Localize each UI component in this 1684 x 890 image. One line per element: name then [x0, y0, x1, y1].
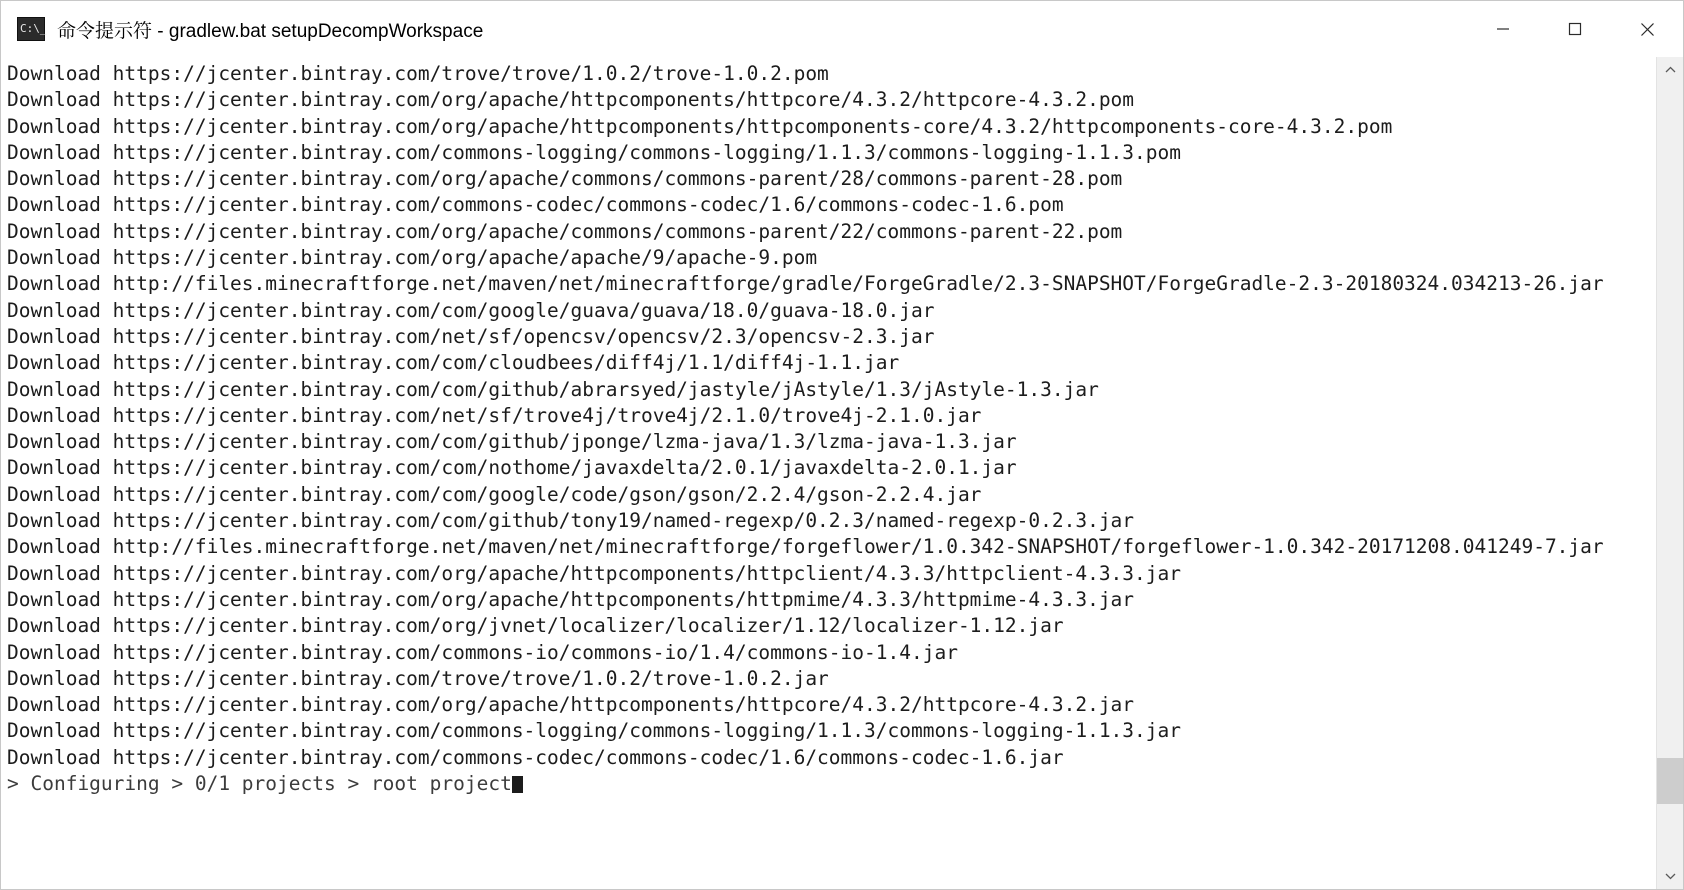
- console-line: Download https://jcenter.bintray.com/org/apache/commons/commons-parent/28/commons-parent-28.pom: [7, 167, 1123, 191]
- console-line: Download https://jcenter.bintray.com/org/apache/commons/commons-parent/22/commons-parent-22.pom: [7, 219, 1123, 243]
- console-line: Download http://files.minecraftforge.net/maven/net/minecraftforge/forgeflower/1.0.342-SNAPSHOT/forgeflower-1.0.342-20171208.041249-7.jar: [7, 535, 1604, 559]
- console-line: Download https://jcenter.bintray.com/net/sf/opencsv/opencsv/2.3/opencsv-2.3.jar: [7, 324, 935, 348]
- console-line: Download https://jcenter.bintray.com/com/github/jponge/lzma-java/1.3/lzma-java-1.3.jar: [7, 430, 1017, 454]
- console-output[interactable]: [1, 57, 1656, 889]
- console-line: Download https://jcenter.bintray.com/org/apache/apache/9/apache-9.pom: [7, 246, 818, 270]
- console-line: Download https://jcenter.bintray.com/trove/trove/1.0.2/trove-1.0.2.pom: [7, 62, 829, 85]
- console-line: Download https://jcenter.bintray.com/org/jvnet/localizer/localizer/1.12/localizer-1.12.jar: [7, 614, 1064, 638]
- console-line: Download https://jcenter.bintray.com/commons-codec/commons-codec/1.6/commons-codec-1.6.pom: [7, 193, 1064, 217]
- scrollbar-track[interactable]: [1657, 83, 1683, 863]
- console-line: Download https://jcenter.bintray.com/com/cloudbees/diff4j/1.1/diff4j-1.1.jar: [7, 351, 900, 375]
- scroll-down-arrow[interactable]: [1657, 863, 1683, 889]
- console-line: Download https://jcenter.bintray.com/trove/trove/1.0.2/trove-1.0.2.jar: [7, 666, 829, 690]
- text-cursor: [512, 776, 523, 793]
- console-line: Download https://jcenter.bintray.com/commons-logging/commons-logging/1.1.3/commons-logging-1.1.3.jar: [7, 719, 1181, 743]
- console-status-line: > Configuring > 0/1 projects > root project: [7, 771, 1656, 797]
- console-line: Download https://jcenter.bintray.com/commons-io/commons-io/1.4/commons-io-1.4.jar: [7, 640, 958, 664]
- title-bar[interactable]: [1, 1, 1683, 57]
- console-line: Download https://jcenter.bintray.com/com/github/abrarsyed/jastyle/jAstyle/1.3/jAstyle-1.3.jar: [7, 377, 1099, 401]
- console-icon: [17, 17, 45, 41]
- console-line: Download https://jcenter.bintray.com/org/apache/httpcomponents/httpcore/4.3.2/httpcore-4.3.2.jar: [7, 693, 1135, 717]
- minimize-button[interactable]: [1467, 1, 1539, 57]
- console-area[interactable]: [1, 57, 1683, 889]
- console-line: Download https://jcenter.bintray.com/com/nothome/javaxdelta/2.0.1/javaxdelta-2.0.1.jar: [7, 456, 1017, 480]
- console-line: Download http://files.minecraftforge.net/maven/net/minecraftforge/gradle/ForgeGradle/2.3-SNAPSHOT/ForgeGradle-2.3-20180324.034213-26.jar: [7, 272, 1604, 296]
- console-line: Download https://jcenter.bintray.com/net/sf/trove4j/trove4j/2.1.0/trove4j-2.1.0.jar: [7, 403, 982, 427]
- console-line: Download https://jcenter.bintray.com/commons-logging/commons-logging/1.1.3/commons-logging-1.1.3.pom: [7, 140, 1181, 164]
- console-line: Download https://jcenter.bintray.com/com/google/guava/guava/18.0/guava-18.0.jar: [7, 298, 935, 322]
- close-button[interactable]: [1611, 1, 1683, 57]
- console-line: Download https://jcenter.bintray.com/org/apache/httpcomponents/httpclient/4.3.3/httpclient-4.3.3.jar: [7, 561, 1181, 585]
- console-line: Download https://jcenter.bintray.com/org/apache/httpcomponents/httpcomponents-core/4.3.2/httpcomponents-core-4.3.2.pom: [7, 114, 1393, 138]
- console-line: Download https://jcenter.bintray.com/org/apache/httpcomponents/httpmime/4.3.3/httpmime-4.3.3.jar: [7, 587, 1135, 611]
- console-line: Download https://jcenter.bintray.com/org/apache/httpcomponents/httpcore/4.3.2/httpcore-4.3.2.pom: [7, 88, 1135, 112]
- window-title: 命令提示符 - gradlew.bat setupDecompWorkspace: [57, 20, 484, 42]
- console-line: Download https://jcenter.bintray.com/commons-codec/commons-codec/1.6/commons-codec-1.6.jar: [7, 745, 1064, 769]
- maximize-button[interactable]: [1539, 1, 1611, 57]
- scroll-up-arrow[interactable]: [1657, 57, 1683, 83]
- window-controls: [1467, 1, 1683, 57]
- console-line: Download https://jcenter.bintray.com/com/google/code/gson/gson/2.2.4/gson-2.2.4.jar: [7, 482, 982, 506]
- vertical-scrollbar[interactable]: [1656, 57, 1683, 889]
- scrollbar-thumb[interactable]: [1657, 758, 1683, 804]
- console-line: Download https://jcenter.bintray.com/com/github/tony19/named-regexp/0.2.3/named-regexp-0.2.3.jar: [7, 509, 1135, 533]
